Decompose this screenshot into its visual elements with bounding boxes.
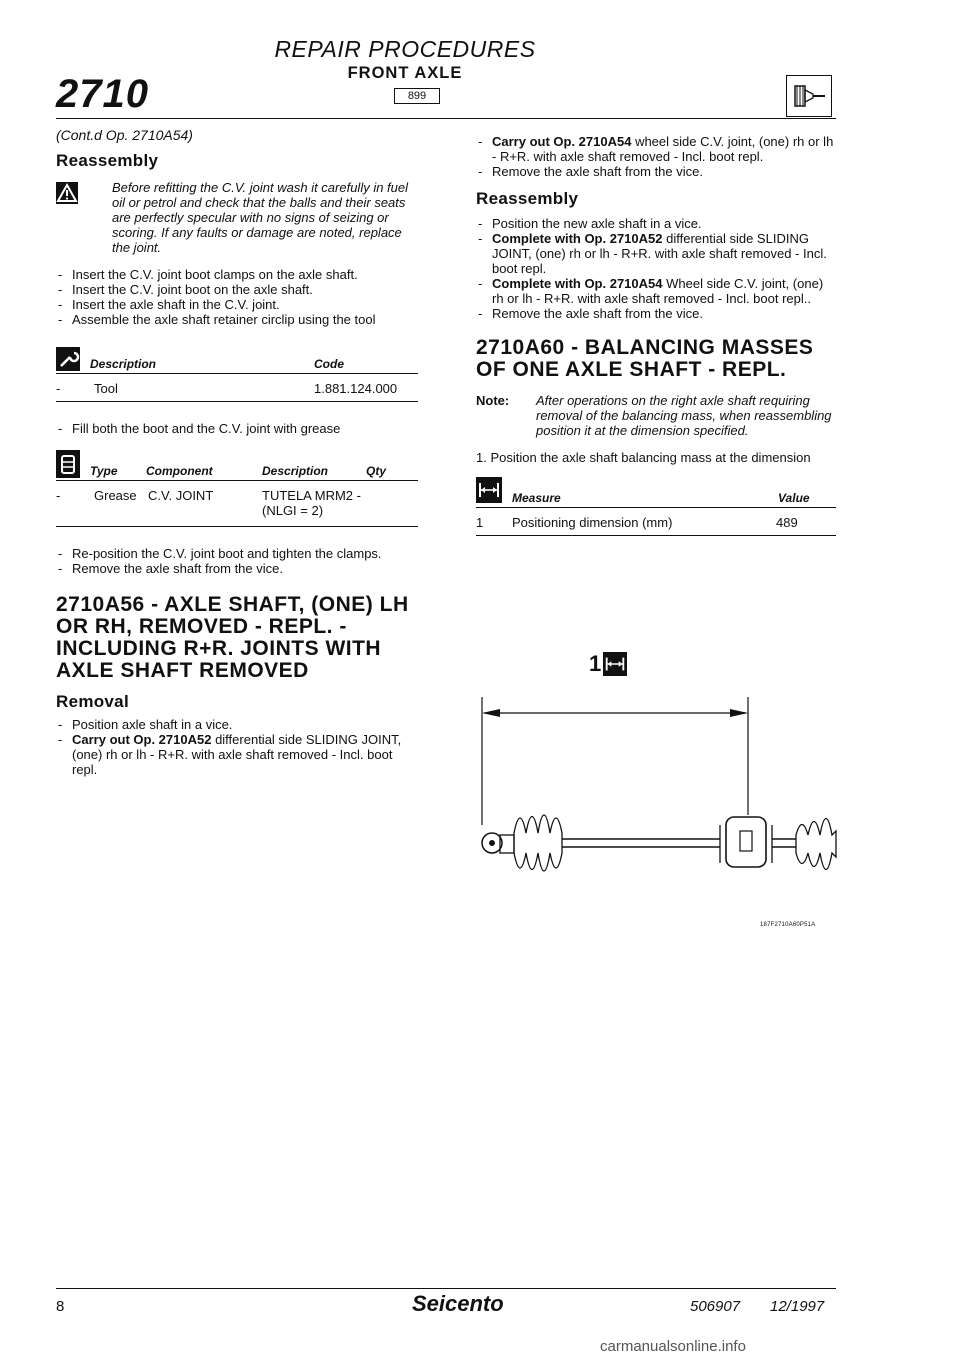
- list-item: - Insert the C.V. joint boot clamps on the axle shaft.: [56, 267, 418, 282]
- header-title: REPAIR PROCEDURES: [274, 36, 536, 62]
- steps-list-2: [56, 546, 418, 576]
- tool-header-code: Code: [314, 357, 344, 371]
- left-column: [56, 128, 418, 777]
- figure-code: 187F2710A60P51A: [760, 922, 816, 928]
- fill-step: - Fill both the boot and the C.V. joint with grease: [56, 421, 418, 436]
- measure-dimension-icon: [603, 652, 627, 676]
- grease-header-component: Component: [146, 464, 213, 478]
- list-item: - Complete with Op. 2710A52 differential side SLIDING JOINT, (one) rh or lh - R+R. with axle shaft removed - Incl. boot repl.: [476, 231, 836, 276]
- measure-header-value: Value: [778, 491, 810, 505]
- footer-rule: [56, 1288, 836, 1289]
- measure-header-measure: Measure: [512, 491, 561, 505]
- measure-row-value: 489: [776, 515, 798, 530]
- table-rule: [476, 507, 836, 508]
- measure-row-name: Positioning dimension (mm): [512, 515, 673, 530]
- list-item: - Remove the axle shaft from the vice.: [476, 164, 836, 179]
- removal-heading: Removal: [56, 692, 129, 711]
- reassembly-heading: Reassembly: [56, 151, 159, 170]
- list-item: - Insert the C.V. joint boot on the axle shaft.: [56, 282, 418, 297]
- list-item: - Re-position the C.V. joint boot and tighten the clamps.: [56, 546, 418, 561]
- measure-row-index: 1: [476, 515, 484, 530]
- grease-row-type: Grease: [94, 488, 137, 503]
- header-subtitle: FRONT AXLE: [347, 64, 463, 82]
- grease-row-dash: -: [56, 488, 61, 503]
- steps-list-1: [56, 267, 418, 327]
- measure-dimension-icon: [476, 477, 502, 503]
- list-item: - Complete with Op. 2710A54 Wheel side C.V. joint, (one) rh or lh - R+R. with axle shaft removed - Incl. boot repl..: [476, 276, 836, 306]
- warning-block: [56, 180, 418, 255]
- brand-logo: Seicento: [412, 1291, 504, 1316]
- watermark: carmanualsonline.info: [600, 1338, 746, 1355]
- page-number: 8: [56, 1298, 65, 1315]
- axle-shaft-icon: [786, 75, 832, 117]
- grease-row-description: TUTELA MRM2 - (NLGI = 2): [262, 488, 361, 518]
- header-rule: [56, 118, 836, 119]
- list-item: - Position the new axle shaft in a vice.: [476, 216, 836, 231]
- section-number: 2710: [56, 72, 149, 116]
- right-steps-top: [476, 134, 836, 179]
- op-2710a60-heading: 2710A60 - BALANCING MASSES OF ONE AXLE SHAFT - REPL.: [476, 336, 814, 381]
- tool-row-code: 1.881.124.000: [314, 381, 398, 396]
- list-item: - Assemble the axle shaft retainer circlip using the tool: [56, 312, 418, 327]
- warning-triangle-icon: [56, 182, 78, 204]
- right-column: [476, 134, 836, 547]
- grease-row-component: C.V. JOINT: [148, 488, 214, 503]
- table-rule: [56, 401, 418, 402]
- grease-header-type: Type: [90, 464, 118, 478]
- doc-date: 12/1997: [770, 1298, 825, 1315]
- list-item: - Position axle shaft in a vice.: [56, 717, 418, 732]
- list-item: - Remove the axle shaft from the vice.: [56, 561, 418, 576]
- list-item: - Carry out Op. 2710A54 wheel side C.V. joint, (one) rh or lh - R+R. with axle shaft removed - Incl. boot repl.: [476, 134, 836, 164]
- list-item: - Remove the axle shaft from the vice.: [476, 306, 836, 321]
- list-item: - Carry out Op. 2710A52 differential side SLIDING JOINT, (one) rh or lh - R+R. with axle shaft removed - Incl. boot repl.: [56, 732, 418, 777]
- tool-header-description: Description: [90, 357, 157, 371]
- right-reassembly-steps: [476, 216, 836, 321]
- op-2710a56-heading: 2710A56 - AXLE SHAFT, (ONE) LH OR RH, REMOVED - REPL. - INCLUDING R+R. JOINTS WITH AXLE SHAFT REMOVED: [56, 593, 409, 682]
- wrench-icon: [56, 347, 80, 371]
- doc-number: 506907: [690, 1298, 741, 1315]
- numbered-step: 1. Position the axle shaft balancing mass at the dimension: [476, 450, 811, 465]
- table-rule: [56, 526, 418, 527]
- table-rule: [476, 535, 836, 536]
- table-rule: [56, 373, 418, 374]
- list-item: - Insert the axle shaft in the C.V. joint.: [56, 297, 418, 312]
- lubricant-can-icon: [56, 450, 80, 478]
- table-rule: [56, 480, 418, 481]
- grease-header-qty: Qty: [366, 464, 387, 478]
- note-block: [476, 393, 836, 438]
- header-page-code: 899: [394, 88, 440, 104]
- measure-table: [476, 477, 836, 547]
- grease-header-description: Description: [262, 464, 329, 478]
- continuation-note: (Cont.d Op. 2710A54): [56, 127, 193, 143]
- note-label: Note:: [476, 393, 510, 408]
- figure-callout-number: 1: [589, 651, 602, 676]
- tool-row-dash: -: [56, 381, 61, 396]
- grease-table: [56, 450, 418, 546]
- warning-text: Before refitting the C.V. joint wash it carefully in fuel oil or petrol and check that the balls and their seats are perfectly specular with no signs of seizing or scoring. If any faults or damage are noted, replace the joint.: [112, 180, 409, 255]
- tool-row-description: Tool: [94, 381, 118, 396]
- right-reassembly-heading: Reassembly: [476, 189, 579, 208]
- axle-shaft-diagram: [470, 695, 850, 895]
- note-text: After operations on the right axle shaft requiring removal of the balancing mass, when reassembling position it at the dimension specified.: [536, 393, 832, 438]
- removal-steps: [56, 717, 418, 777]
- tool-table: [56, 347, 418, 417]
